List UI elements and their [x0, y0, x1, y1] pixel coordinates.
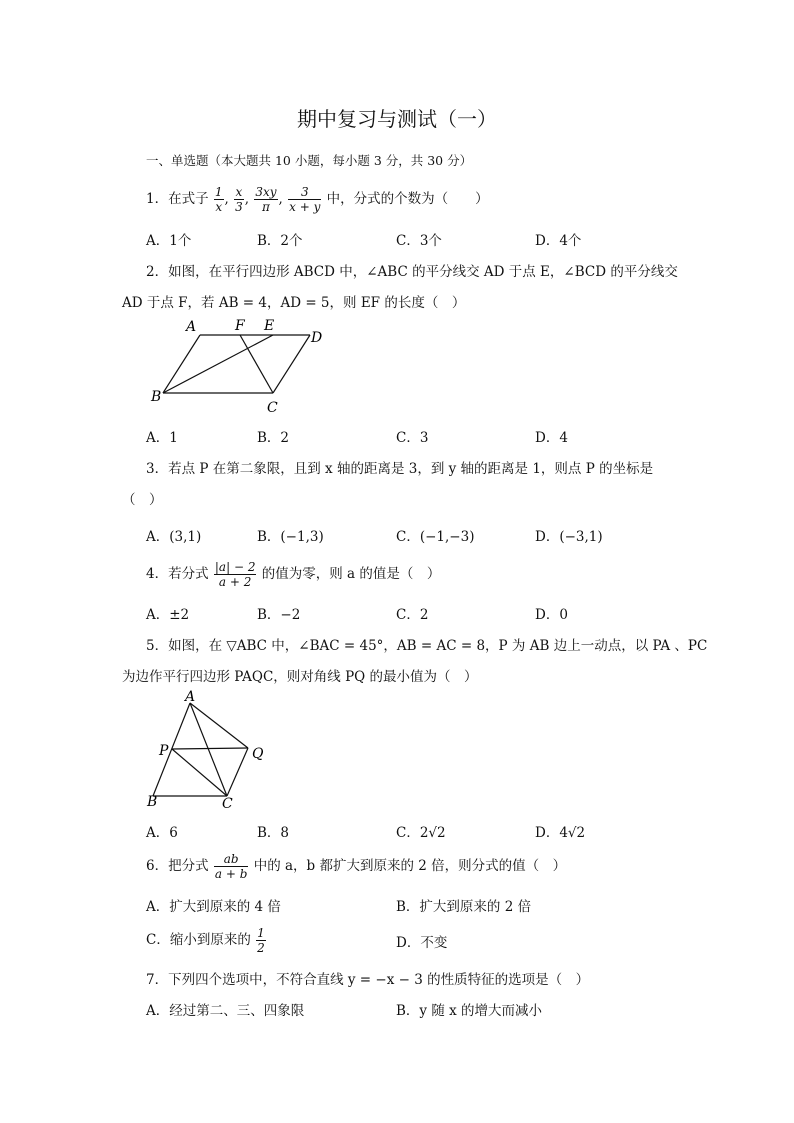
- side-qc: [227, 748, 248, 796]
- side-ab: [163, 335, 200, 393]
- question-3-line-2: （ ）: [122, 492, 163, 508]
- side-pc: [172, 749, 227, 796]
- question-2-line-2: AD 于点 F，若 AB = 4，AD = 5，则 EF 的长度（ ）: [122, 295, 466, 311]
- q4-option-b[interactable]: B．−2: [257, 607, 301, 623]
- q1-option-d[interactable]: D．4个: [535, 233, 582, 249]
- q3-option-c[interactable]: C．(−1,−3): [396, 529, 475, 545]
- question-5-line-2: 为边作平行四边形 PAQC，则对角线 PQ 的最小值为（ ）: [122, 669, 478, 685]
- fraction-q6-option-c: [256, 926, 266, 955]
- parallelogram-figure: [148, 315, 338, 415]
- fraction-denominator: 3: [235, 200, 243, 214]
- q7-option-b[interactable]: B．y 随 x 的增大而减小: [396, 1003, 543, 1019]
- diagonal-pq: [172, 748, 248, 749]
- label-c: C: [267, 400, 278, 415]
- q1-option-b[interactable]: B．2个: [257, 233, 303, 249]
- question-1: 1．在式子 $\frac{1}{x}$ , $\frac{x}{3}$ , $\frac{3xy}{\pi}$ , $\frac{3}{x + y}$ 中，分式的个数为（ ）: [146, 185, 489, 214]
- q5-option-b[interactable]: B．8: [257, 825, 290, 841]
- label-c: C: [222, 796, 233, 812]
- q3-option-a[interactable]: A．(3,1): [146, 529, 202, 545]
- label-a: A: [185, 689, 196, 705]
- question-1-prefix: 1．在式子: [146, 191, 209, 207]
- fraction-numerator: |a| − 2: [214, 560, 256, 574]
- fraction-denominator: 2: [257, 941, 265, 955]
- fraction-numerator: 1: [257, 926, 265, 940]
- fraction-denominator: a + b: [214, 867, 248, 881]
- fraction-2: [234, 185, 244, 214]
- label-q: Q: [252, 746, 264, 762]
- fraction-denominator: x: [215, 200, 223, 214]
- label-a: A: [186, 319, 197, 335]
- q2-option-d[interactable]: D．4: [535, 430, 568, 446]
- question-7: 7．下列四个选项中，不符合直线 y = −x − 3 的性质特征的选项是（ ）: [146, 972, 590, 988]
- fraction-numerator: 3: [288, 185, 321, 200]
- question-1-suffix: 中，分式的个数为（ ）: [326, 191, 489, 207]
- q5-option-d[interactable]: D．4√2: [535, 825, 586, 841]
- label-p: P: [159, 743, 169, 759]
- label-b: B: [151, 389, 162, 405]
- side-cd: [273, 335, 310, 393]
- fraction-4: [288, 185, 321, 214]
- triangle-figure: [143, 688, 273, 813]
- fraction-numerator: ab: [214, 852, 249, 867]
- question-2-line-1: 2．如图，在平行四边形 ABCD 中，∠ABC 的平分线交 AD 于点 E，∠BCD 的平分线交: [146, 264, 678, 280]
- q3-option-d[interactable]: D．(−3,1): [535, 529, 603, 545]
- q3-option-b[interactable]: B．(−1,3): [257, 529, 324, 545]
- q7-option-a[interactable]: A．经过第二、三、四象限: [146, 1003, 305, 1019]
- question-4: [146, 560, 440, 589]
- page-title: 期中复习与测试（一）: [297, 107, 497, 131]
- label-d: D: [311, 330, 323, 346]
- question-4-prefix: 4．若分式: [146, 566, 209, 582]
- label-e: E: [264, 318, 275, 334]
- q6-option-c-text: C．缩小到原来的: [146, 932, 251, 948]
- question-3-line-1: 3．若点 P 在第二象限，且到 x 轴的距离是 3，到 y 轴的距离是 1，则点 P 的坐标是: [146, 461, 654, 477]
- q4-option-a[interactable]: A．±2: [146, 607, 190, 623]
- fraction-1: [214, 185, 224, 214]
- fraction-numerator: 1: [214, 185, 223, 199]
- q5-option-c[interactable]: C．2√2: [396, 825, 446, 841]
- q5-option-a[interactable]: A．6: [146, 825, 178, 841]
- q4-option-d[interactable]: D．0: [535, 607, 568, 623]
- q2-option-a[interactable]: A．1: [146, 430, 178, 446]
- q2-option-b[interactable]: B．2: [257, 430, 290, 446]
- q6-option-b[interactable]: B．扩大到原来的 2 倍: [396, 899, 532, 915]
- question-6: [146, 852, 566, 881]
- fraction-q4: [214, 560, 257, 589]
- fraction-numerator: x: [235, 185, 243, 199]
- question-4-suffix: 的值为零，则 a 的值是（ ）: [261, 566, 441, 582]
- fraction-denominator: π: [262, 200, 270, 214]
- section-heading: 一、单选题（本大题共 10 小题，每小题 3 分，共 30 分）: [146, 153, 473, 168]
- label-b: B: [147, 794, 158, 810]
- fraction-denominator: a + 2: [218, 575, 252, 589]
- q6-option-c[interactable]: [146, 926, 267, 955]
- question-6-prefix: 6．把分式: [146, 858, 209, 874]
- fraction-numerator: 3xy: [255, 185, 277, 199]
- q1-option-a[interactable]: A．1个: [146, 233, 192, 249]
- q6-option-d[interactable]: D．不变: [396, 935, 448, 951]
- fraction-q6: [214, 852, 249, 881]
- question-5-line-1: 5．如图，在 ▽ABC 中，∠BAC = 45°，AB = AC = 8，P 为 AB 边上一动点，以 PA 、PC: [146, 638, 708, 654]
- label-f: F: [235, 318, 245, 334]
- q6-option-a[interactable]: A．扩大到原来的 4 倍: [146, 899, 281, 915]
- q4-option-c[interactable]: C．2: [396, 607, 429, 623]
- question-6-suffix: 中的 a，b 都扩大到原来的 2 倍，则分式的值（ ）: [253, 858, 567, 874]
- q1-option-c[interactable]: C．3个: [396, 233, 442, 249]
- fraction-denominator: x + y: [289, 200, 321, 214]
- fraction-3: [254, 185, 277, 214]
- q2-option-c[interactable]: C．3: [396, 430, 429, 446]
